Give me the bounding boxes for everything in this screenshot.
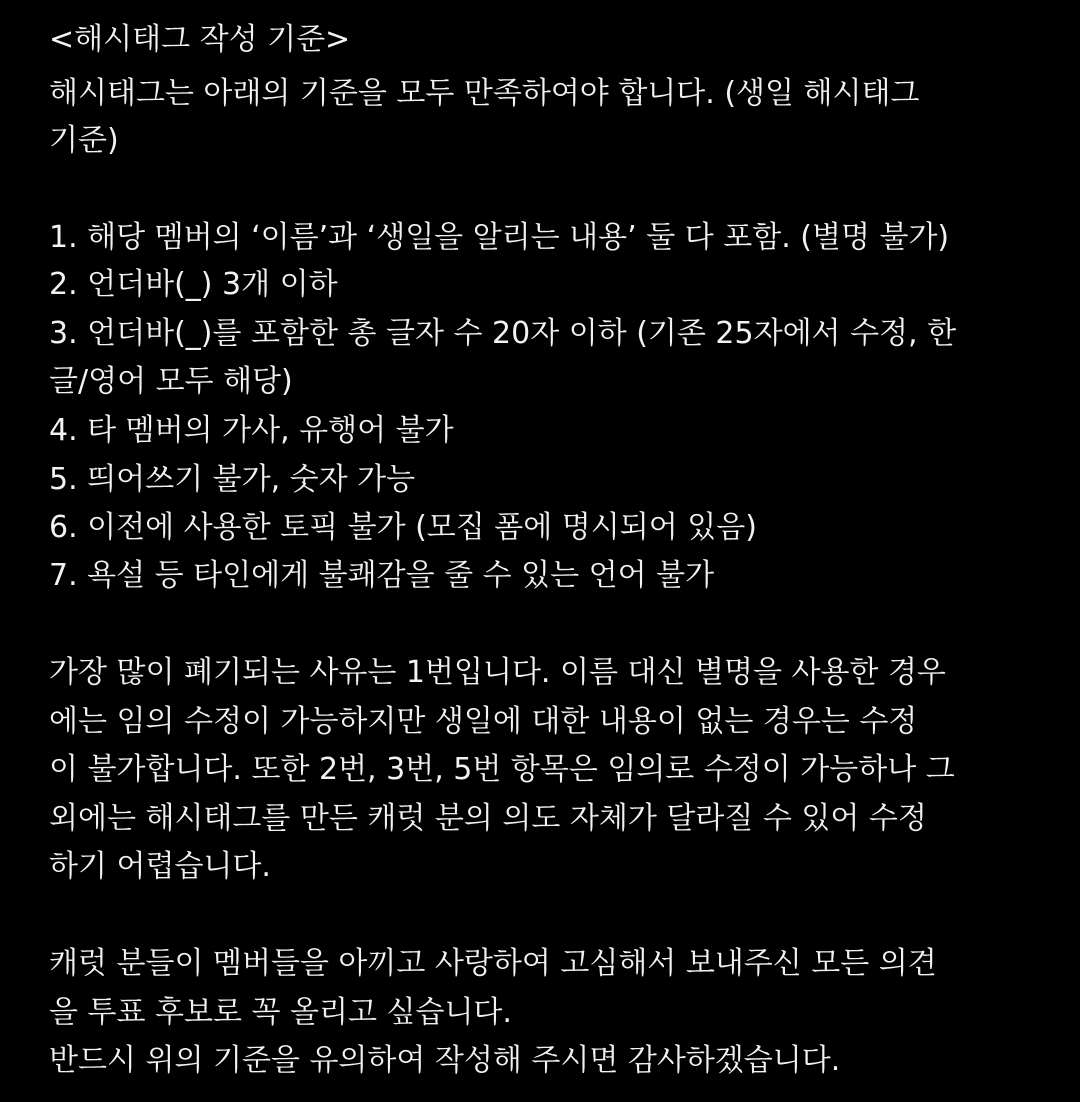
rule-item: 4. 타 멤버의 가사, 유행어 불가 [49, 413, 454, 448]
explanation-line: 외에는 해시태그를 만든 캐럿 분의 의도 자체가 달라질 수 있어 수정 [49, 801, 927, 836]
rule-item: 2. 언더바(_) 3개 이하 [49, 267, 338, 302]
heading: <해시태그 작성 기준> [49, 22, 351, 57]
closing-line: 을 투표 후보로 꼭 올리고 싶습니다. [49, 995, 512, 1030]
explanation-line: 에는 임의 수정이 가능하지만 생일에 대한 내용이 없는 경우는 수정 [49, 704, 918, 739]
explanation-line: 이 불가합니다. 또한 2번, 3번, 5번 항목은 임의로 수정이 가능하나 그 [49, 752, 955, 787]
rule-item: 7. 욕설 등 타인에게 불쾌감을 줄 수 있는 언어 불가 [49, 558, 715, 593]
rule-item: 1. 해당 멤버의 ‘이름’과 ‘생일을 알리는 내용’ 둘 다 포함. (별명 불가) [49, 220, 950, 255]
rule-item: 5. 띄어쓰기 불가, 숫자 가능 [49, 462, 416, 497]
explanation-line: 가장 많이 폐기되는 사유는 1번입니다. 이름 대신 별명을 사용한 경우 [49, 655, 946, 690]
closing-line: 캐럿 분들이 멤버들을 아끼고 사랑하여 고심해서 보내주신 모든 의견 [49, 946, 937, 981]
intro-line: 기준) [49, 123, 119, 158]
rule-item: 글/영어 모두 해당) [49, 364, 293, 399]
closing-line: 반드시 위의 기준을 유의하여 작성해 주시면 감사하겠습니다. [49, 1043, 841, 1078]
intro-line: 해시태그는 아래의 기준을 모두 만족하여야 합니다. (생일 해시태그 [49, 76, 920, 111]
explanation-line: 하기 어렵습니다. [49, 849, 271, 884]
rule-item: 6. 이전에 사용한 토픽 불가 (모집 폼에 명시되어 있음) [49, 510, 757, 545]
rule-item: 3. 언더바(_)를 포함한 총 글자 수 20자 이하 (기존 25자에서 수정, 한 [49, 316, 957, 351]
